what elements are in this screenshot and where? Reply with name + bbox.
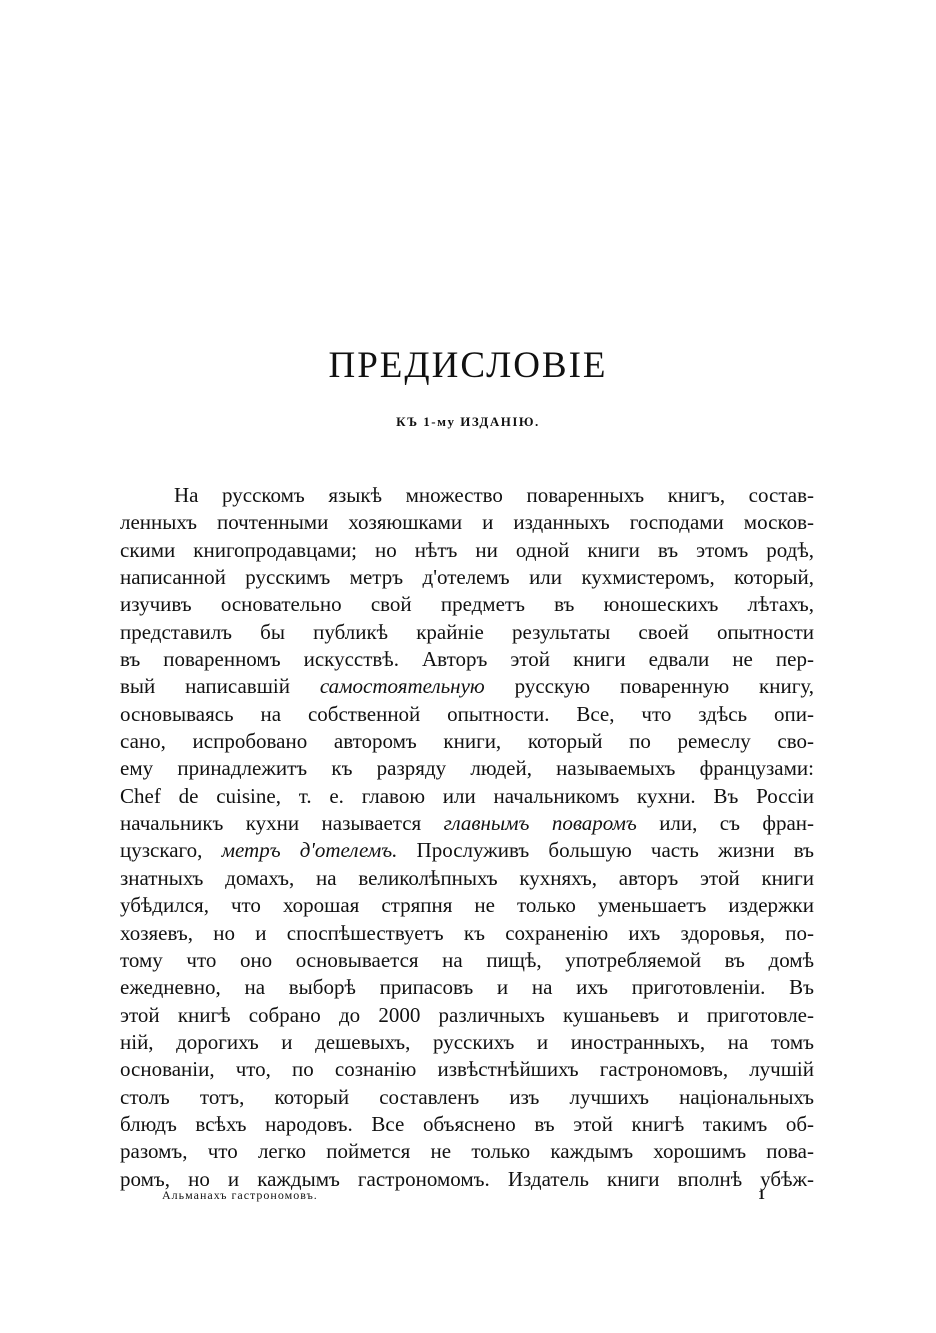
text-line — [120, 783, 814, 810]
text-run: основываясь на собственной опытности. Все, что здѣсь опи- — [120, 701, 814, 726]
text-run: въ поваренномъ искусствѣ. Авторъ этой книги едвали не пер- — [120, 647, 814, 672]
text-line — [120, 537, 814, 564]
text-line — [120, 1056, 814, 1083]
text-line — [120, 619, 814, 646]
page-number: 1 — [758, 1188, 766, 1203]
text-run: ему принадлежитъ къ разряду людей, называемыхъ французами: — [120, 756, 814, 781]
text-run: На русскомъ языкѣ множество поваренныхъ книгъ, состав- — [174, 483, 814, 507]
text-line — [120, 892, 814, 919]
text-line — [120, 1138, 814, 1165]
text-run: ній, дорогихъ и дешевыхъ, русскихъ и иностранныхъ, на томъ — [120, 1029, 814, 1054]
text-line — [120, 865, 814, 892]
text-line — [120, 1084, 814, 1111]
text-run: изучивъ основательно свой предметъ въ юношескихъ лѣтахъ, — [120, 592, 814, 617]
text-run: ежедневно, на выборѣ припасовъ и на ихъ приготовленіи. Въ — [120, 975, 814, 1000]
text-run: или, съ фран- — [636, 811, 814, 836]
text-run: представилъ бы публикѣ крайніе результаты своей опытности — [120, 619, 814, 644]
text-line — [120, 646, 814, 673]
text-run: вый написавшій — [120, 674, 320, 699]
text-line — [120, 810, 814, 837]
text-line — [120, 564, 814, 591]
italic-phrase: метръ д'отелемъ. — [221, 838, 398, 863]
text-line — [120, 1002, 814, 1029]
text-line — [120, 974, 814, 1001]
text-line — [120, 920, 814, 947]
text-run: написанной русскимъ метръ д'отелемъ или кухмистеромъ, который, — [120, 565, 814, 590]
italic-phrase: самостоятельную — [319, 674, 485, 699]
text-run: хозяевъ, но и споспѣшествуетъ къ сохраненію ихъ здоровья, по- — [120, 920, 814, 945]
text-run: цузскаго, — [120, 838, 222, 863]
text-line — [120, 728, 814, 755]
signature-mark: Альманахъ гастрономовъ. — [162, 1188, 318, 1202]
page-title: ПРЕДИСЛОВІЕ — [328, 345, 608, 386]
text-run: знатныхъ домахъ, на великолѣпныхъ кухняхъ, авторъ этой книги — [120, 865, 814, 890]
text-run: сано, испробовано авторомъ книги, который по ремеслу сво- — [120, 729, 814, 754]
text-line — [120, 482, 814, 509]
text-run: разомъ, что легко поймется не только каждымъ хорошимъ пова- — [120, 1139, 814, 1164]
text-run: ромъ, но и каждымъ гастрономомъ. Издатель книги вполнѣ убѣж- — [120, 1166, 814, 1191]
text-run: блюдъ всѣхъ народовъ. Все объяснено въ этой книгѣ такимъ об- — [120, 1111, 814, 1136]
preface-text — [120, 482, 814, 1193]
text-line — [120, 673, 814, 700]
page-footer — [162, 1188, 766, 1208]
text-line — [120, 1111, 814, 1138]
text-run: Прослуживъ большую часть жизни въ — [397, 838, 814, 863]
text-line — [120, 837, 814, 864]
text-run: столъ тотъ, который составленъ изъ лучшихъ національныхъ — [120, 1084, 814, 1109]
text-run: основаніи, что, по сознанію извѣстнѣйшихъ гастрономовъ, лучшій — [120, 1057, 814, 1082]
text-line — [120, 1029, 814, 1056]
text-line — [120, 701, 814, 728]
text-run: тому что оно основывается на пищѣ, употребляемой въ домѣ — [120, 947, 814, 972]
italic-phrase: главнымъ поваромъ — [443, 811, 637, 836]
text-run: убѣдился, что хорошая стряпня не только уменьшаетъ издержки — [120, 893, 814, 918]
text-run: скими книгопродавцами; но нѣтъ ни одной книги въ этомъ родѣ, — [120, 537, 814, 562]
text-run: русскую поваренную книгу, — [484, 674, 814, 699]
text-line — [120, 591, 814, 618]
text-line — [120, 755, 814, 782]
text-line — [120, 509, 814, 536]
text-run: этой книгѣ собрано до 2000 различныхъ кушаньевъ и приготовле- — [120, 1002, 814, 1027]
text-run: начальникъ кухни называется — [120, 811, 444, 836]
text-run: ленныхъ почтенными хозяюшками и изданныхъ господами москов- — [120, 510, 814, 535]
text-line — [120, 947, 814, 974]
text-run: Chef de cuisine, т. е. главою или начальникомъ кухни. Въ Россіи — [120, 783, 814, 808]
page-subtitle: КЪ 1-му ИЗДАНІЮ. — [396, 414, 540, 429]
